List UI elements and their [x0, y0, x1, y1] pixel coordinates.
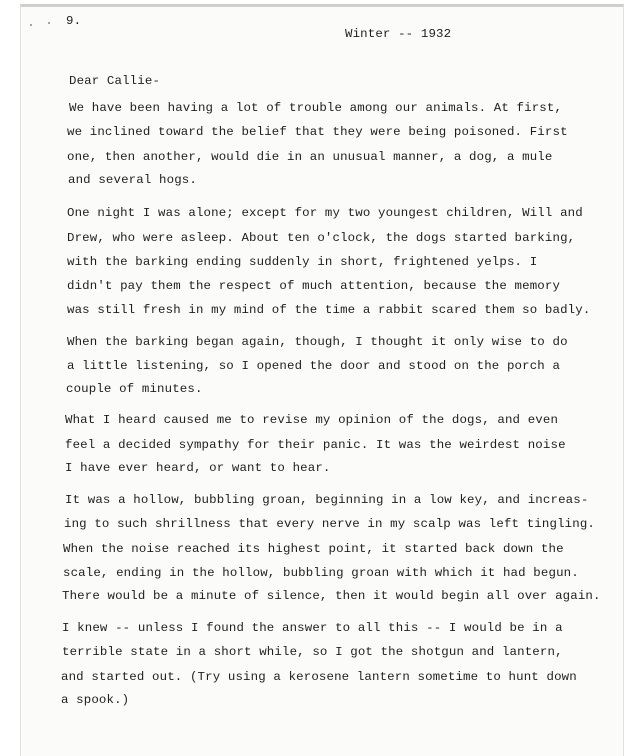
letter-line: a spook.): [61, 693, 130, 707]
page-number: 9.: [66, 14, 82, 28]
letter-line: feel a decided sympathy for their panic. It was the weirdest noise: [65, 438, 566, 452]
letter-line: we inclined toward the belief that they were being poisoned. First: [67, 125, 568, 139]
letter-line: One night I was alone; except for my two youngest children, Will and: [67, 206, 583, 220]
letter-line: When the noise reached its highest point, it started back down the: [63, 542, 564, 556]
letter-salutation: Dear Callie-: [69, 74, 161, 88]
letter-line: ing to such shrillness that every nerve in my scalp was left tingling.: [64, 517, 595, 531]
paper-speck: [48, 22, 50, 24]
letter-line: What I heard caused me to revise my opinion of the dogs, and even: [65, 413, 559, 427]
paper-speck: [30, 24, 32, 26]
letter-line: couple of minutes.: [66, 382, 203, 396]
letter-line: I have ever heard, or want to hear.: [65, 461, 331, 475]
letter-line: was still fresh in my mind of the time a rabbit scared them so badly.: [67, 303, 591, 317]
letter-line: didn't pay them the respect of much attention, because the memory: [67, 279, 561, 293]
letter-dateline: Winter -- 1932: [345, 27, 452, 41]
letter-line: There would be a minute of silence, then it would begin all over again.: [62, 589, 601, 603]
letter-line: scale, ending in the hollow, bubbling groan with which it had begun.: [63, 566, 579, 580]
letter-page: [20, 4, 624, 756]
letter-line: When the barking began again, though, I thought it only wise to do: [67, 335, 568, 349]
letter-line: I knew -- unless I found the answer to all this -- I would be in a: [62, 621, 563, 635]
letter-line: and started out. (Try using a kerosene lantern sometime to hunt down: [61, 670, 577, 684]
letter-line: with the barking ending suddenly in short, frightened yelps. I: [67, 255, 538, 269]
letter-line: terrible state in a short while, so I got the shotgun and lantern,: [62, 645, 563, 659]
letter-line: one, then another, would die in an unusual manner, a dog, a mule: [67, 150, 553, 164]
letter-line: It was a hollow, bubbling groan, beginning in a low key, and increas-: [65, 493, 589, 507]
letter-line: and several hogs.: [68, 173, 197, 187]
letter-line: Drew, who were asleep. About ten o'clock, the dogs started barking,: [67, 231, 576, 245]
letter-line: a little listening, so I opened the door and stood on the porch a: [67, 359, 561, 373]
letter-line: We have been having a lot of trouble among our animals. At first,: [69, 101, 563, 115]
